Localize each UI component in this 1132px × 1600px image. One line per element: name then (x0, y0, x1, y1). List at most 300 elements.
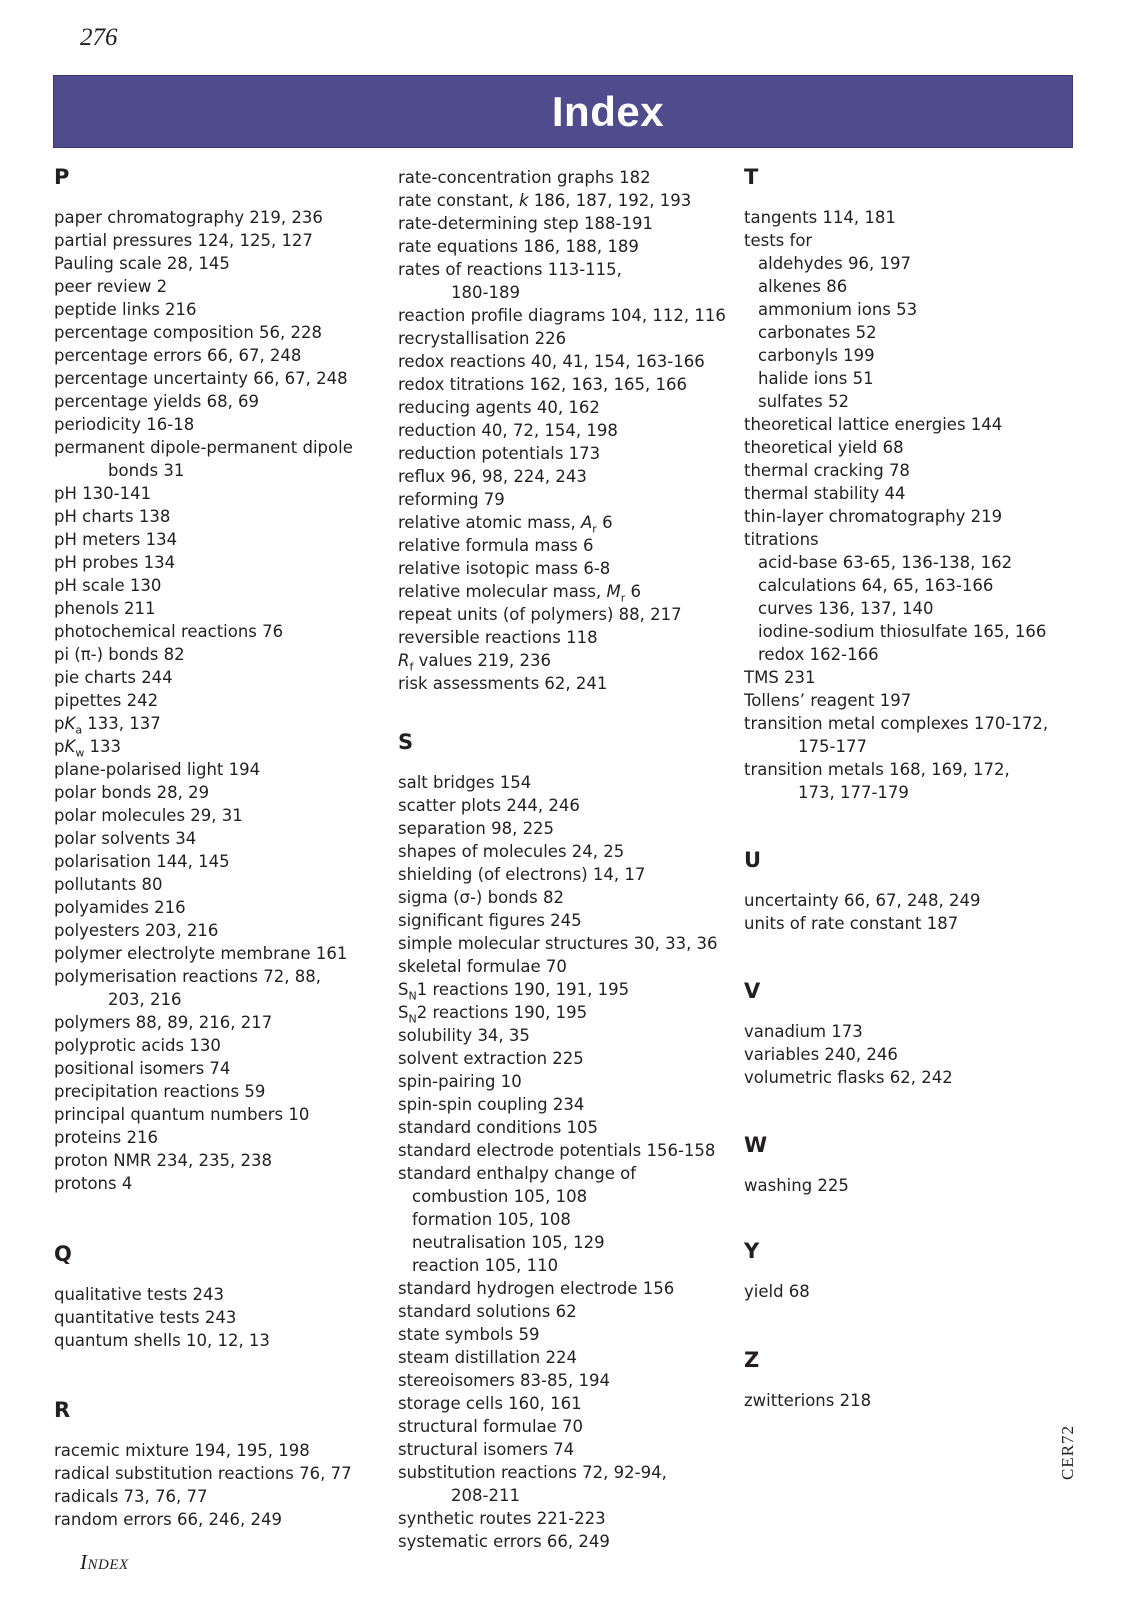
index-entry (398, 649, 743, 672)
index-entry (744, 666, 1089, 689)
index-entry (54, 781, 399, 804)
index-subentry (744, 643, 1089, 666)
index-entry-text: bonds 31 (108, 461, 185, 480)
index-entry (54, 298, 399, 321)
index-entry-text: iodine-sodium thiosulfate 165, 166 (758, 622, 1047, 641)
index-entry-text: aldehydes 96, 197 (758, 254, 911, 273)
index-section-z (744, 1347, 1089, 1412)
index-entry-text: pH meters 134 (54, 530, 178, 549)
index-section-p (54, 164, 399, 1195)
page-title: Index (551, 87, 665, 135)
index-entry (398, 603, 743, 626)
index-entry-text: rate equations 186, 188, 189 (398, 237, 639, 256)
index-entry-text: $S_N1$ reactions 190, 191, 195 (398, 980, 630, 1003)
index-entry-text: $R_f$ values 219, 236 (398, 651, 551, 674)
section-spacer (744, 804, 1089, 847)
index-entry-text: polymers 88, 89, 216, 217 (54, 1013, 273, 1032)
index-entry-text: units of rate constant 187 (744, 914, 959, 933)
index-entry-text: percentage composition 56, 228 (54, 323, 322, 342)
footer-section-label (80, 1550, 129, 1575)
index-entry (398, 1530, 743, 1553)
index-entry-continuation (54, 459, 399, 482)
index-entry-text: polyamides 216 (54, 898, 186, 917)
index-entry (54, 436, 399, 459)
section-letter: S (398, 730, 414, 754)
index-entry (398, 863, 743, 886)
index-entry (398, 258, 743, 281)
index-entry-text: relative formula mass 6 (398, 536, 594, 555)
index-entry-text: washing 225 (744, 1176, 849, 1195)
index-entry (744, 459, 1089, 482)
index-entry (54, 735, 399, 758)
index-subentry (744, 551, 1089, 574)
index-entry (54, 252, 399, 275)
index-entry-text: relative atomic mass, $A_r$ 6 (398, 513, 613, 536)
index-entry-text: proteins 216 (54, 1128, 158, 1147)
index-entry (54, 1103, 399, 1126)
index-entry-text: theoretical yield 68 (744, 438, 904, 457)
index-subentry (744, 298, 1089, 321)
index-entry (398, 978, 743, 1001)
index-entry-text: standard hydrogen electrode 156 (398, 1279, 675, 1298)
index-entry (398, 1047, 743, 1070)
index-entry-text: simple molecular structures 30, 33, 36 (398, 934, 718, 953)
index-entry (744, 206, 1089, 229)
index-entry (54, 344, 399, 367)
section-letter: U (744, 848, 762, 872)
index-entry (54, 1485, 399, 1508)
index-entry-text: radical substitution reactions 76, 77 (54, 1464, 352, 1483)
index-entry (54, 873, 399, 896)
index-entry-text: synthetic routes 221-223 (398, 1509, 606, 1528)
index-section-s (398, 729, 743, 1553)
index-entry-text: carbonates 52 (758, 323, 877, 342)
index-entry-text: pollutants 80 (54, 875, 163, 894)
index-entry-text: curves 136, 137, 140 (758, 599, 934, 618)
index-entry (744, 1066, 1089, 1089)
index-entry (54, 551, 399, 574)
index-entry-text: transition metal complexes 170-172, (744, 714, 1049, 733)
index-entry (398, 1277, 743, 1300)
index-entry-text: polar molecules 29, 31 (54, 806, 243, 825)
index-entry-text: systematic errors 66, 249 (398, 1532, 610, 1551)
section-spacer (54, 1352, 399, 1397)
index-entry-text: $pK_w$ 133 (54, 737, 122, 760)
index-entry (398, 1116, 743, 1139)
index-entry-text: 208-211 (451, 1486, 520, 1505)
index-entry (398, 1369, 743, 1392)
index-entry (744, 689, 1089, 712)
index-entry-text: variables 240, 246 (744, 1045, 898, 1064)
index-subentry (744, 252, 1089, 275)
index-entry (398, 1024, 743, 1047)
index-section-y (744, 1238, 1089, 1303)
index-entry (744, 1043, 1089, 1066)
index-entry (54, 1329, 399, 1352)
index-entry (398, 212, 743, 235)
index-entry-text: standard solutions 62 (398, 1302, 577, 1321)
index-subentry (398, 1208, 743, 1231)
index-entry (54, 1149, 399, 1172)
index-entry (54, 505, 399, 528)
index-entry (744, 528, 1089, 551)
index-entry (54, 1057, 399, 1080)
index-entry-text: plane-polarised light 194 (54, 760, 261, 779)
index-entry-text: 173, 177-179 (798, 783, 909, 802)
index-entry-text: TMS 231 (744, 668, 816, 687)
index-entry-text: titrations (744, 530, 819, 549)
index-entry-text: percentage errors 66, 67, 248 (54, 346, 302, 365)
index-column-2 (398, 166, 743, 1553)
index-entry (54, 321, 399, 344)
index-entry-text: structural formulae 70 (398, 1417, 584, 1436)
section-letter: Z (744, 1348, 760, 1372)
index-entry-text: zwitterions 218 (744, 1391, 872, 1410)
index-entry (398, 1139, 743, 1162)
index-entry-text: solvent extraction 225 (398, 1049, 584, 1068)
index-entry-text: $S_N2$ reactions 190, 195 (398, 1003, 588, 1026)
index-entry-continuation (744, 735, 1089, 758)
index-entry (398, 932, 743, 955)
index-entry (398, 771, 743, 794)
index-subentry (744, 597, 1089, 620)
index-entry-text: $pK_a$ 133, 137 (54, 714, 161, 737)
index-entry-text: quantum shells 10, 12, 13 (54, 1331, 270, 1350)
index-entry-text: polarisation 144, 145 (54, 852, 230, 871)
index-entry-text: thermal cracking 78 (744, 461, 910, 480)
index-entry (398, 626, 743, 649)
index-entry (54, 620, 399, 643)
index-entry-text: neutralisation 105, 129 (412, 1233, 605, 1252)
index-entry-text: paper chromatography 219, 236 (54, 208, 323, 227)
index-entry-text: vanadium 173 (744, 1022, 863, 1041)
section-spacer (744, 935, 1089, 978)
index-entry (54, 896, 399, 919)
index-entry (398, 189, 743, 212)
index-entry (398, 1461, 743, 1484)
index-entry-text: standard enthalpy change of (398, 1164, 637, 1183)
index-entry (744, 436, 1089, 459)
index-entry (54, 275, 399, 298)
index-entry-text: polyprotic acids 130 (54, 1036, 221, 1055)
index-entry (398, 840, 743, 863)
index-entry-text: recrystallisation 226 (398, 329, 567, 348)
index-section-r (54, 1397, 399, 1531)
index-entry (744, 712, 1089, 735)
index-entry-text: reduction potentials 173 (398, 444, 601, 463)
section-letter: V (744, 979, 761, 1003)
index-section-continued (398, 166, 743, 695)
index-subentry (744, 344, 1089, 367)
index-entry (398, 557, 743, 580)
section-letter: T (744, 165, 759, 189)
section-spacer (398, 695, 743, 729)
index-subentry (744, 275, 1089, 298)
index-entry-text: salt bridges 154 (398, 773, 532, 792)
index-entry-text: pipettes 242 (54, 691, 159, 710)
index-entry-text: relative molecular mass, $M_r$ 6 (398, 582, 642, 605)
index-entry (398, 817, 743, 840)
index-entry (54, 712, 399, 735)
index-entry-text: pH 130-141 (54, 484, 152, 503)
index-entry (54, 229, 399, 252)
index-entry-text: redox reactions 40, 41, 154, 163-166 (398, 352, 705, 371)
index-entry (744, 889, 1089, 912)
index-entry-text: reaction profile diagrams 104, 112, 116 (398, 306, 726, 325)
index-entry (398, 1070, 743, 1093)
index-entry-text: qualitative tests 243 (54, 1285, 225, 1304)
index-entry-text: alkenes 86 (758, 277, 848, 296)
index-entry-text: calculations 64, 65, 163-166 (758, 576, 994, 595)
index-entry (398, 304, 743, 327)
index-entry (54, 574, 399, 597)
index-entry (54, 1508, 399, 1531)
index-entry (54, 413, 399, 436)
index-entry (744, 482, 1089, 505)
index-entry (54, 689, 399, 712)
section-spacer (744, 1303, 1089, 1347)
index-entry-text: 180-189 (451, 283, 520, 302)
index-entry (54, 643, 399, 666)
index-entry-text: reforming 79 (398, 490, 505, 509)
index-entry-text: principal quantum numbers 10 (54, 1105, 310, 1124)
index-entry-text: pH scale 130 (54, 576, 162, 595)
index-entry-text: tests for (744, 231, 813, 250)
section-letter: Y (744, 1239, 760, 1263)
index-entry (54, 758, 399, 781)
index-entry-text: percentage uncertainty 66, 67, 248 (54, 369, 348, 388)
index-entry-text: pH charts 138 (54, 507, 171, 526)
index-entry-text: relative isotopic mass 6-8 (398, 559, 611, 578)
index-subentry (744, 390, 1089, 413)
index-entry (398, 909, 743, 932)
index-entry-text: spin-pairing 10 (398, 1072, 522, 1091)
index-entry (54, 1306, 399, 1329)
index-subentry (398, 1231, 743, 1254)
index-entry (54, 390, 399, 413)
index-entry-text: acid-base 63-65, 136-138, 162 (758, 553, 1013, 572)
index-entry-text: polar bonds 28, 29 (54, 783, 210, 802)
index-entry-text: reduction 40, 72, 154, 198 (398, 421, 618, 440)
index-entry-text: scatter plots 244, 246 (398, 796, 580, 815)
index-entry (398, 235, 743, 258)
index-entry-text: polymerisation reactions 72, 88, (54, 967, 321, 986)
index-entry-text: solubility 34, 35 (398, 1026, 530, 1045)
index-entry (54, 1011, 399, 1034)
index-entry-text: pi (π-) bonds 82 (54, 645, 185, 664)
index-entry-text: standard conditions 105 (398, 1118, 599, 1137)
index-entry (744, 229, 1089, 252)
index-entry (398, 1415, 743, 1438)
index-entry-continuation (54, 988, 399, 1011)
index-entry-text: yield 68 (744, 1282, 810, 1301)
index-entry-text: shapes of molecules 24, 25 (398, 842, 625, 861)
index-entry (54, 666, 399, 689)
index-section-u (744, 847, 1089, 935)
index-entry (54, 965, 399, 988)
index-entry (54, 850, 399, 873)
index-entry-text: stereoisomers 83-85, 194 (398, 1371, 610, 1390)
index-entry-text: separation 98, 225 (398, 819, 555, 838)
index-entry-text: quantitative tests 243 (54, 1308, 237, 1327)
index-entry (398, 1300, 743, 1323)
index-entry-text: rate-determining step 188-191 (398, 214, 653, 233)
index-entry-text: spin-spin coupling 234 (398, 1095, 585, 1114)
index-entry (54, 919, 399, 942)
index-entry-continuation (398, 281, 743, 304)
index-entry-text: protons 4 (54, 1174, 133, 1193)
index-entry-text: skeletal formulae 70 (398, 957, 567, 976)
index-entry-text: volumetric flasks 62, 242 (744, 1068, 953, 1087)
index-entry (398, 166, 743, 189)
index-entry (398, 327, 743, 350)
index-entry (54, 1034, 399, 1057)
index-section-t (744, 164, 1089, 804)
index-entry (398, 955, 743, 978)
index-entry-text: structural isomers 74 (398, 1440, 575, 1459)
index-entry (398, 396, 743, 419)
index-entry (398, 442, 743, 465)
index-entry-text: reaction 105, 110 (412, 1256, 559, 1275)
index-section-q (54, 1241, 399, 1352)
section-spacer (54, 1195, 399, 1241)
index-entry-text: formation 105, 108 (412, 1210, 571, 1229)
index-entry-text: pie charts 244 (54, 668, 173, 687)
index-entry (398, 672, 743, 695)
index-entry-text: standard electrode potentials 156-158 (398, 1141, 716, 1160)
index-entry-text: reversible reactions 118 (398, 628, 598, 647)
index-entry-text: radicals 73, 76, 77 (54, 1487, 208, 1506)
index-section-v (744, 978, 1089, 1089)
index-entry (54, 597, 399, 620)
index-entry-text: significant figures 245 (398, 911, 582, 930)
index-entry (744, 1174, 1089, 1197)
index-entry (398, 350, 743, 373)
index-entry-text: polyesters 203, 216 (54, 921, 219, 940)
index-entry-text: steam distillation 224 (398, 1348, 577, 1367)
index-entry-text: positional isomers 74 (54, 1059, 231, 1078)
index-entry-text: reducing agents 40, 162 (398, 398, 600, 417)
index-entry (398, 534, 743, 557)
index-entry-text: periodicity 16-18 (54, 415, 195, 434)
index-subentry (744, 620, 1089, 643)
index-entry-text: photochemical reactions 76 (54, 622, 284, 641)
index-entry (398, 465, 743, 488)
index-entry (54, 1080, 399, 1103)
index-entry (744, 912, 1089, 935)
index-entry (398, 1438, 743, 1461)
index-section-w (744, 1132, 1089, 1197)
index-entry-text: polymer electrolyte membrane 161 (54, 944, 348, 963)
index-entry (54, 1126, 399, 1149)
index-entry-text: substitution reactions 72, 92-94, (398, 1463, 667, 1482)
index-entry (54, 482, 399, 505)
index-entry-text: state symbols 59 (398, 1325, 540, 1344)
side-code: CER72 (1058, 1424, 1077, 1480)
index-entry-text: peptide links 216 (54, 300, 197, 319)
index-entry-text: redox titrations 162, 163, 165, 166 (398, 375, 687, 394)
index-entry (398, 1093, 743, 1116)
index-entry-text: transition metals 168, 169, 172, (744, 760, 1010, 779)
index-entry-text: thin-layer chromatography 219 (744, 507, 1003, 526)
section-letter: W (744, 1133, 768, 1157)
index-entry (398, 886, 743, 909)
index-entry-text: ammonium ions 53 (758, 300, 918, 319)
index-entry-text: 203, 216 (108, 990, 182, 1009)
index-entry (54, 942, 399, 965)
index-entry-text: permanent dipole-permanent dipole (54, 438, 353, 457)
index-entry-text: racemic mixture 194, 195, 198 (54, 1441, 310, 1460)
index-entry-text: risk assessments 62, 241 (398, 674, 608, 693)
index-entry-text: rates of reactions 113-115, (398, 260, 622, 279)
index-entry-text: reflux 96, 98, 224, 243 (398, 467, 587, 486)
index-entry (398, 488, 743, 511)
index-entry (398, 1346, 743, 1369)
index-entry (54, 1283, 399, 1306)
index-entry (744, 413, 1089, 436)
index-entry (398, 419, 743, 442)
index-entry-text: pH probes 134 (54, 553, 176, 572)
index-entry-text: percentage yields 68, 69 (54, 392, 260, 411)
index-entry-text: storage cells 160, 161 (398, 1394, 582, 1413)
index-subentry (744, 367, 1089, 390)
index-entry-text: 175-177 (798, 737, 867, 756)
index-entry (54, 827, 399, 850)
section-spacer (744, 1089, 1089, 1132)
index-entry-text: thermal stability 44 (744, 484, 906, 503)
index-entry (54, 1462, 399, 1485)
index-entry-continuation (398, 1484, 743, 1507)
footer-section-label-text: INDEX (80, 1550, 129, 1574)
index-entry (54, 528, 399, 551)
index-entry-text: random errors 66, 246, 249 (54, 1510, 282, 1529)
index-entry-text: Pauling scale 28, 145 (54, 254, 230, 273)
index-entry (398, 1162, 743, 1185)
index-entry (54, 1172, 399, 1195)
index-entry-text: redox 162-166 (758, 645, 879, 664)
index-entry (744, 1280, 1089, 1303)
index-subentry (398, 1185, 743, 1208)
index-entry-continuation (744, 781, 1089, 804)
index-column-3 (744, 164, 1089, 1412)
index-entry (54, 804, 399, 827)
index-entry (398, 1001, 743, 1024)
index-entry-text: rate-concentration graphs 182 (398, 168, 651, 187)
index-entry-text: peer review 2 (54, 277, 168, 296)
index-entry (398, 580, 743, 603)
index-entry-text: halide ions 51 (758, 369, 874, 388)
section-spacer (744, 1197, 1089, 1238)
index-entry-text: repeat units (of polymers) 88, 217 (398, 605, 682, 624)
index-entry (54, 206, 399, 229)
section-letter: P (54, 165, 70, 189)
index-entry-text: theoretical lattice energies 144 (744, 415, 1003, 434)
index-entry (398, 794, 743, 817)
index-entry (54, 1439, 399, 1462)
index-subentry (398, 1254, 743, 1277)
index-subentry (744, 574, 1089, 597)
index-entry (744, 758, 1089, 781)
index-title-banner (53, 75, 1073, 148)
index-entry (398, 1392, 743, 1415)
index-entry-text: combustion 105, 108 (412, 1187, 588, 1206)
index-entry (398, 373, 743, 396)
index-entry (54, 367, 399, 390)
index-entry-text: sigma (σ-) bonds 82 (398, 888, 564, 907)
page-number: 276 (80, 24, 118, 51)
index-entry (744, 1020, 1089, 1043)
section-letter: Q (54, 1242, 72, 1266)
